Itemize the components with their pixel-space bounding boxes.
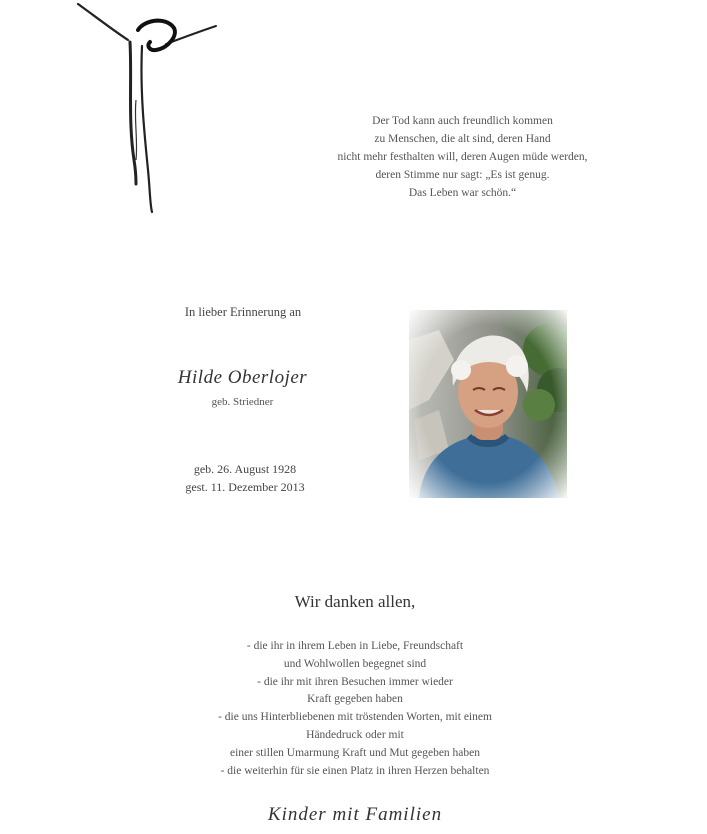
poem-line: Das Leben war schön.“ — [408, 187, 517, 199]
maiden-name: geb. Striedner — [211, 396, 274, 408]
family-signature: Kinder mit Familien — [267, 804, 443, 825]
thanks-title: Wir danken allen, — [294, 592, 416, 611]
death-date: gest. 11. Dezember 2013 — [185, 480, 305, 494]
poem-line: deren Stimme nur sagt: „Es ist genug. — [375, 169, 550, 181]
thanks-line: - die uns Hinterbliebenen mit tröstenden Worten, mit einem — [218, 711, 492, 724]
crucifix-icon — [70, 0, 225, 215]
thanks-line: - die ihr in ihrem Leben in Liebe, Freundschaft — [246, 640, 464, 652]
thanks-line: - die ihr mit ihren Besuchen immer wieder — [257, 675, 453, 688]
thanks-line: und Wohlwollen begegnet sind — [283, 657, 427, 670]
poem-line: zu Menschen, die alt sind, deren Hand — [374, 133, 551, 145]
thanks-line: einer stillen Umarmung Kraft und Mut gegeben haben — [229, 746, 481, 759]
memorial-poem — [290, 112, 635, 202]
memorial-intro: In lieber Erinnerung an — [184, 305, 302, 319]
poem-line: Der Tod kann auch freundlich kommen — [372, 115, 553, 127]
deceased-name: Hilde Oberlojer — [177, 367, 308, 388]
thanks-line: Händedruck oder mit — [306, 728, 404, 741]
thanks-line: - die weiterhin für sie einen Platz in ihren Herzen behalten — [220, 764, 490, 777]
life-dates — [150, 460, 340, 496]
thanks-text — [120, 638, 590, 780]
poem-line: nicht mehr festhalten will, deren Augen müde werden, — [337, 151, 588, 163]
portrait-photo — [409, 310, 567, 498]
thanks-line: Kraft gegeben haben — [307, 693, 403, 706]
birth-date: geb. 26. August 1928 — [193, 462, 297, 476]
